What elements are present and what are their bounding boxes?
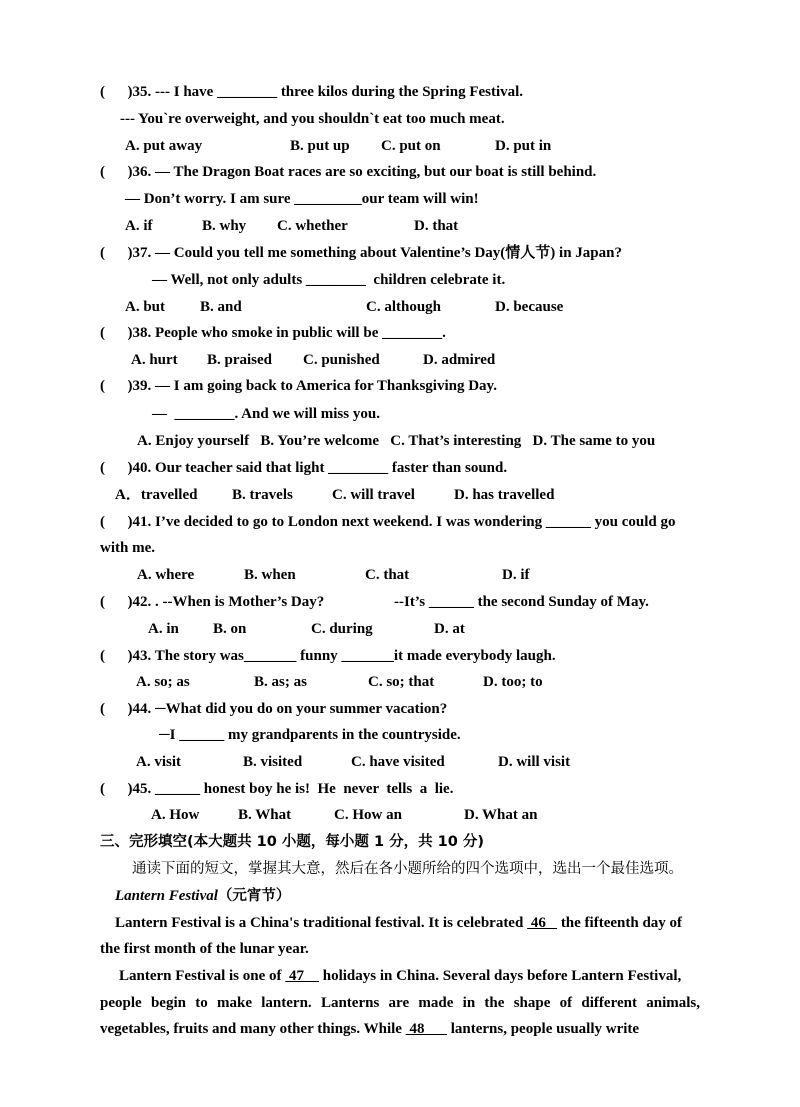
passage-title-english: Lantern Festival xyxy=(115,888,218,904)
question-42-option-d: D. at xyxy=(434,621,465,637)
question-36-stem: ( )36. — The Dragon Boat races are so exciting, but our boat is still behind. xyxy=(100,164,597,180)
question-42-option-a: A. in xyxy=(148,621,179,637)
question-37-reply: — Well, not only adults ________ children celebrate it. xyxy=(152,272,506,288)
question-39-stem: ( )39. — I am going back to America for Thanksgiving Day. xyxy=(100,378,497,394)
question-40-option-a: A．travelled xyxy=(115,487,198,503)
question-43-option-c: C. so; that xyxy=(368,674,435,690)
question-44-option-c: C. have visited xyxy=(351,754,445,770)
question-35-option-d: D. put in xyxy=(495,138,552,154)
question-42-reply: --It’s ______ the second Sunday of May. xyxy=(394,594,649,610)
question-42-stem: ( )42. . --When is Mother’s Day? xyxy=(100,594,325,610)
question-44-option-b: B. visited xyxy=(243,754,303,770)
question-44-stem: ( )44. ─What did you do on your summer vacation? xyxy=(100,701,448,717)
question-42-option-c: C. during xyxy=(311,621,373,637)
question-41-option-b: B. when xyxy=(244,567,296,583)
question-41-option-a: A. where xyxy=(137,567,195,583)
question-36-option-c: C. whether xyxy=(277,218,348,234)
question-39-options: A. Enjoy yourself B. You’re welcome C. That’s interesting D. The same to you xyxy=(137,433,656,449)
question-40-stem: ( )40. Our teacher said that light ________ faster than sound. xyxy=(100,460,508,476)
question-40-option-d: D. has travelled xyxy=(454,487,555,503)
question-45-option-b: B. What xyxy=(238,807,292,823)
question-35-option-c: C. put on xyxy=(381,138,441,154)
question-43-option-b: B. as; as xyxy=(254,674,307,690)
question-41-stem: ( )41. I’ve decided to go to London next weekend. I was wondering ______ you could go xyxy=(100,514,676,530)
passage-line-2: the first month of the lunar year. xyxy=(100,941,309,957)
question-37-stem: ( )37. — Could you tell me something about Valentine’s Day(情人节) in Japan? xyxy=(100,245,622,261)
question-40-option-b: B. travels xyxy=(232,487,293,503)
section-3-heading: 三、完形填空(本大题共 10 小题，每小题 1 分，共 10 分) xyxy=(100,834,484,850)
question-38-stem: ( )38. People who smoke in public will be ________. xyxy=(100,325,446,341)
section-3-instruction: 通读下面的短文，掌握其大意，然后在各小题所给的四个选项中，选出一个最佳选项。 xyxy=(132,861,683,877)
question-41-stem-continued: with me. xyxy=(100,540,155,556)
question-38-option-a: A. hurt xyxy=(131,352,178,368)
passage-text: the fifteenth day of xyxy=(557,915,683,931)
question-41-option-c: C. that xyxy=(365,567,410,583)
passage-title xyxy=(115,887,290,905)
question-35-option-b: B. put up xyxy=(290,138,350,154)
question-42-option-b: B. on xyxy=(213,621,247,637)
passage-text: Lantern Festival is one of xyxy=(119,968,286,984)
question-35-reply: --- You`re overweight, and you shouldn`t eat too much meat. xyxy=(120,111,505,127)
question-36-option-d: D. that xyxy=(414,218,459,234)
blank-48: 48 xyxy=(405,1021,447,1037)
passage-line-1 xyxy=(115,914,682,932)
blank-46: 46 xyxy=(527,915,558,931)
question-44-option-d: D. will visit xyxy=(498,754,571,770)
question-38-option-c: C. punished xyxy=(303,352,380,368)
question-45-option-d: D. What an xyxy=(464,807,538,823)
question-37-option-a: A. but xyxy=(125,299,166,315)
question-36-reply: — Don’t worry. I am sure _________our team will win! xyxy=(125,191,479,207)
question-44-reply: ─I ______ my grandparents in the countryside. xyxy=(159,727,461,743)
question-35-option-a: A. put away xyxy=(125,138,203,154)
question-43-stem: ( )43. The story was_______ funny _______it made everybody laugh. xyxy=(100,648,556,664)
question-45-option-a: A. How xyxy=(151,807,200,823)
blank-47: 47 xyxy=(285,968,319,984)
question-37-option-c: C. although xyxy=(366,299,442,315)
passage-line-4: people begin to make lantern. Lanterns are made in the shape of different animals, xyxy=(100,995,700,1011)
question-37-option-d: D. because xyxy=(495,299,564,315)
question-36-option-b: B. why xyxy=(202,218,247,234)
question-40-option-c: C. will travel xyxy=(332,487,415,503)
question-44-option-a: A. visit xyxy=(136,754,181,770)
question-45-option-c: C. How an xyxy=(334,807,402,823)
question-38-option-b: B. praised xyxy=(207,352,273,368)
question-36-option-a: A. if xyxy=(125,218,153,234)
question-39-reply: — ________. And we will miss you. xyxy=(152,406,380,422)
passage-text: Lantern Festival is a China's traditional festival. It is celebrated xyxy=(115,915,528,931)
question-37-option-b: B. and xyxy=(200,299,242,315)
question-41-option-d: D. if xyxy=(502,567,530,583)
passage-text: vegetables, fruits and many other things. While xyxy=(100,1021,406,1037)
question-43-option-a: A. so; as xyxy=(136,674,190,690)
question-38-option-d: D. admired xyxy=(423,352,496,368)
passage-line-3 xyxy=(119,967,681,985)
passage-title-chinese: （元宵节） xyxy=(217,888,291,904)
passage-line-5 xyxy=(100,1020,639,1038)
question-35-stem: ( )35. --- I have ________ three kilos during the Spring Festival. xyxy=(100,84,524,100)
question-43-option-d: D. too; to xyxy=(483,674,543,690)
question-45-stem: ( )45. ______ honest boy he is! He never tells a lie. xyxy=(100,781,454,797)
passage-text: holidays in China. Several days before Lantern Festival, xyxy=(319,968,682,984)
passage-text: lanterns, people usually write xyxy=(446,1021,640,1037)
